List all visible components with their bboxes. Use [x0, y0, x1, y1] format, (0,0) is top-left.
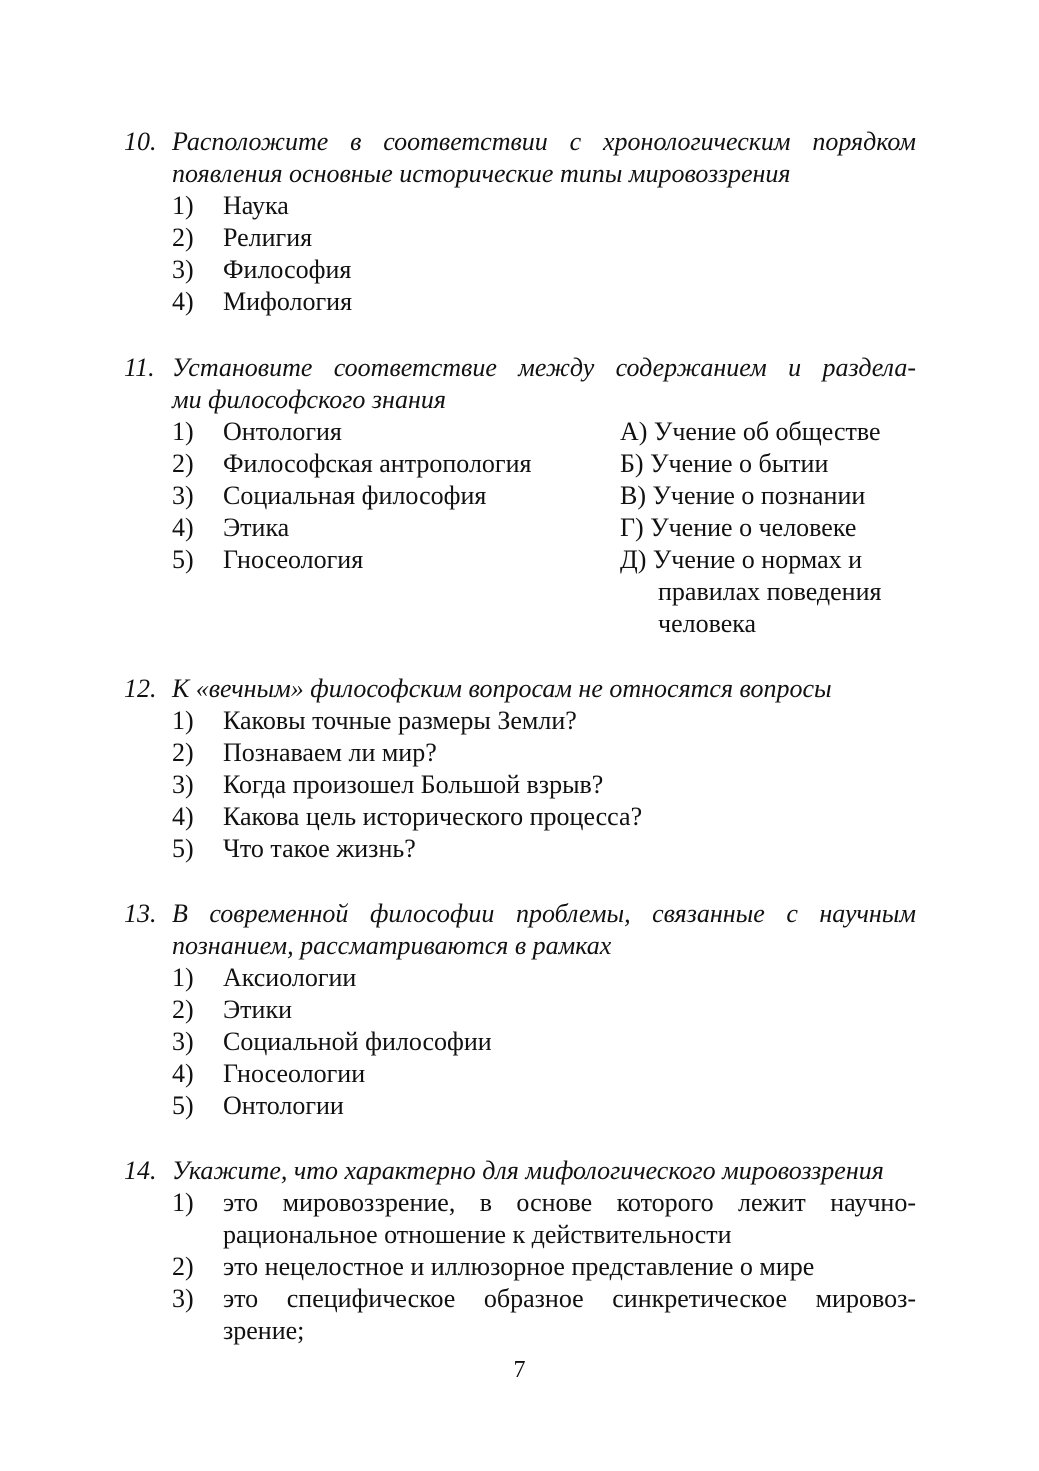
option-number: 4): [172, 513, 194, 542]
option-number: 2): [172, 738, 194, 767]
question-text-line: ми философского знания: [172, 385, 446, 414]
option-number: 3): [172, 1284, 194, 1313]
option-number: 3): [172, 255, 194, 284]
question-number: 11.: [124, 353, 155, 382]
option-number: 3): [172, 481, 194, 510]
option-number: 4): [172, 287, 194, 316]
match-item-continuation: правилах поведения: [658, 577, 882, 606]
option-text: Религия: [223, 223, 313, 252]
option-number: 1): [172, 191, 194, 220]
option-text: Наука: [223, 191, 289, 220]
option-text: это специфическое образное синкретическое мировоз-: [223, 1284, 916, 1313]
question-number: 13.: [124, 899, 157, 928]
option-number: 3): [172, 1027, 194, 1056]
match-item: В) Учение о познании: [620, 481, 866, 510]
option-text: Онтологии: [223, 1091, 344, 1120]
option-text: это нецелостное и иллюзорное представление о мире: [223, 1252, 815, 1281]
option-text: Этики: [223, 995, 292, 1024]
option-number: 1): [172, 963, 194, 992]
option-text: Гносеология: [223, 545, 364, 574]
question-text-line: Установите соответствие между содержанием и раздела-: [172, 353, 916, 382]
option-text: Философия: [223, 255, 352, 284]
match-item: Г) Учение о человеке: [620, 513, 857, 542]
option-text: это мировоззрение, в основе которого лежит научно-: [223, 1188, 916, 1217]
question-number: 10.: [124, 127, 157, 156]
question-text-line: В современной философии проблемы, связанные с научным: [172, 899, 916, 928]
option-text: Философская антропология: [223, 449, 532, 478]
page-number: 7: [513, 1357, 526, 1383]
option-number: 2): [172, 995, 194, 1024]
option-number: 5): [172, 834, 194, 863]
match-item-continuation: человека: [658, 609, 757, 638]
question-text-line: Укажите, что характерно для мифологического мировоззрения: [172, 1156, 884, 1185]
option-number: 5): [172, 1091, 194, 1120]
option-number: 2): [172, 1252, 194, 1281]
option-text: Социальная философия: [223, 481, 487, 510]
match-item: Д) Учение о нормах и: [620, 545, 863, 574]
option-text: Социальной философии: [223, 1027, 492, 1056]
option-text: Аксиологии: [223, 963, 357, 992]
option-text: Какова цель исторического процесса?: [223, 802, 643, 831]
option-text: Познаваем ли мир?: [223, 738, 437, 767]
match-item: А) Учение об обществе: [620, 417, 881, 446]
option-number: 4): [172, 802, 194, 831]
match-item: Б) Учение о бытии: [620, 449, 829, 478]
option-number: 1): [172, 1188, 194, 1217]
option-number: 3): [172, 770, 194, 799]
option-text: Мифология: [223, 287, 353, 316]
question-number: 12.: [124, 674, 157, 703]
option-number: 2): [172, 449, 194, 478]
option-text: Онтология: [223, 417, 342, 446]
question-number: 14.: [124, 1156, 157, 1185]
question-text-line: познанием, рассматриваются в рамках: [172, 931, 612, 960]
option-text: Гносеологии: [223, 1059, 366, 1088]
option-number: 2): [172, 223, 194, 252]
option-text: Что такое жизнь?: [223, 834, 416, 863]
question-text-line: Расположите в соответствии с хронологическим порядком: [172, 127, 916, 156]
option-text-continuation: зрение;: [223, 1316, 305, 1345]
option-text: Каковы точные размеры Земли?: [223, 706, 577, 735]
option-text: Когда произошел Большой взрыв?: [223, 770, 604, 799]
option-number: 5): [172, 545, 194, 574]
question-text-line: К «вечным» философским вопросам не относятся вопросы: [172, 674, 832, 703]
option-text-continuation: рациональное отношение к действительности: [223, 1220, 732, 1249]
question-text-line: появления основные исторические типы мировоззрения: [172, 159, 791, 188]
option-number: 4): [172, 1059, 194, 1088]
option-number: 1): [172, 706, 194, 735]
option-text: Этика: [223, 513, 290, 542]
option-number: 1): [172, 417, 194, 446]
